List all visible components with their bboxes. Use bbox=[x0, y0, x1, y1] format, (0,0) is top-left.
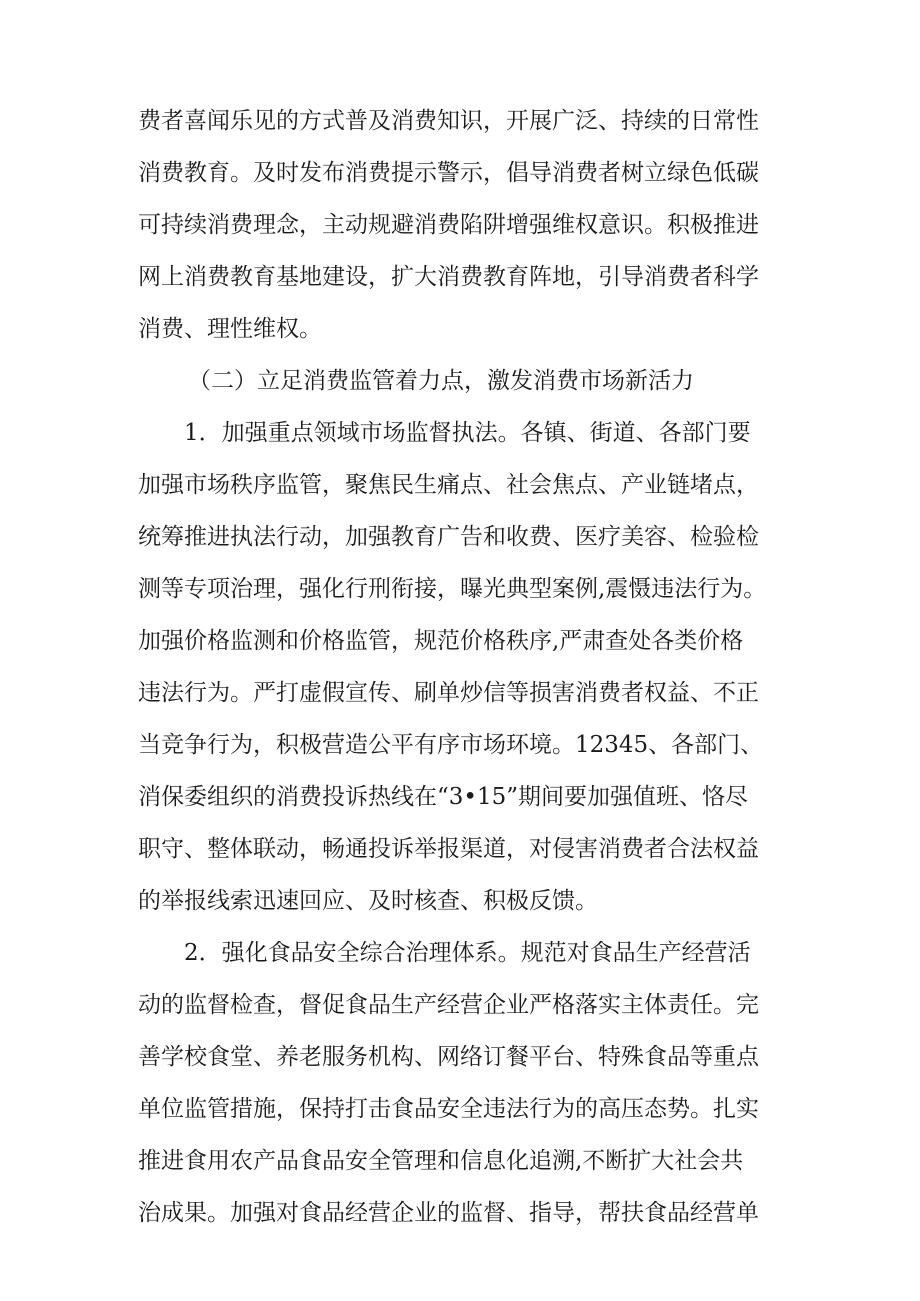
paragraph-line: 统筹推进执法行动，加强教育广告和收费、医疗美容、检验检 bbox=[138, 524, 759, 550]
paragraph-line: 职守、整体联动，畅通投诉举报渠道，对侵害消费者合法权益 bbox=[138, 836, 759, 862]
paragraph-line: 单位监管措施，保持打击食品安全违法行为的高压态势。扎实 bbox=[138, 1096, 759, 1122]
item-1-heading: 1．加强重点领域市场监督执法。各镇、街道、各部门要 bbox=[184, 420, 751, 446]
paragraph-line: 费者喜闻乐见的方式普及消费知识，开展广泛、持续的日常性 bbox=[138, 108, 759, 134]
paragraph-line: 可持续消费理念，主动规避消费陷阱增强维权意识。积极推进 bbox=[138, 212, 759, 238]
paragraph-line: 网上消费教育基地建设，扩大消费教育阵地，引导消费者科学 bbox=[138, 264, 759, 290]
paragraph-line: 测等专项治理，强化行刑衔接，曝光典型案例,震慑违法行为。 bbox=[138, 576, 767, 602]
paragraph-line: 加强市场秩序监管，聚焦民生痛点、社会焦点、产业链堵点， bbox=[138, 472, 759, 498]
section-heading: （二）立足消费监管着力点，激发消费市场新活力 bbox=[188, 368, 694, 394]
paragraph-line: 加强价格监测和价格监管，规范价格秩序,严肃查处各类价格 bbox=[138, 628, 744, 654]
document-body bbox=[138, 95, 798, 1239]
paragraph-line: 的举报线索迅速回应、及时核查、积极反馈。 bbox=[138, 888, 598, 914]
paragraph-line: 推进食用农产品食品安全管理和信息化追溯,不断扩大社会共 bbox=[138, 1148, 744, 1174]
paragraph-line: 善学校食堂、养老服务机构、网络订餐平台、特殊食品等重点 bbox=[138, 1044, 759, 1070]
paragraph-line: 当竞争行为，积极营造公平有序市场环境。12345、各部门、 bbox=[138, 732, 764, 758]
paragraph-line: 治成果。加强对食品经营企业的监督、指导，帮扶食品经营单 bbox=[138, 1200, 759, 1226]
paragraph-line: 消保委组织的消费投诉热线在“3•15”期间要加强值班、恪尽 bbox=[138, 784, 748, 810]
paragraph-line: 违法行为。严打虚假宣传、刷单炒信等损害消费者权益、不正 bbox=[138, 680, 759, 706]
paragraph-line: 动的监督检查，督促食品生产经营企业严格落实主体责任。完 bbox=[138, 992, 759, 1018]
item-2-heading: 2．强化食品安全综合治理体系。规范对食品生产经营活 bbox=[184, 940, 751, 966]
paragraph-line: 消费、理性维权。 bbox=[138, 316, 322, 342]
paragraph-line: 消费教育。及时发布消费提示警示，倡导消费者树立绿色低碳 bbox=[138, 160, 759, 186]
